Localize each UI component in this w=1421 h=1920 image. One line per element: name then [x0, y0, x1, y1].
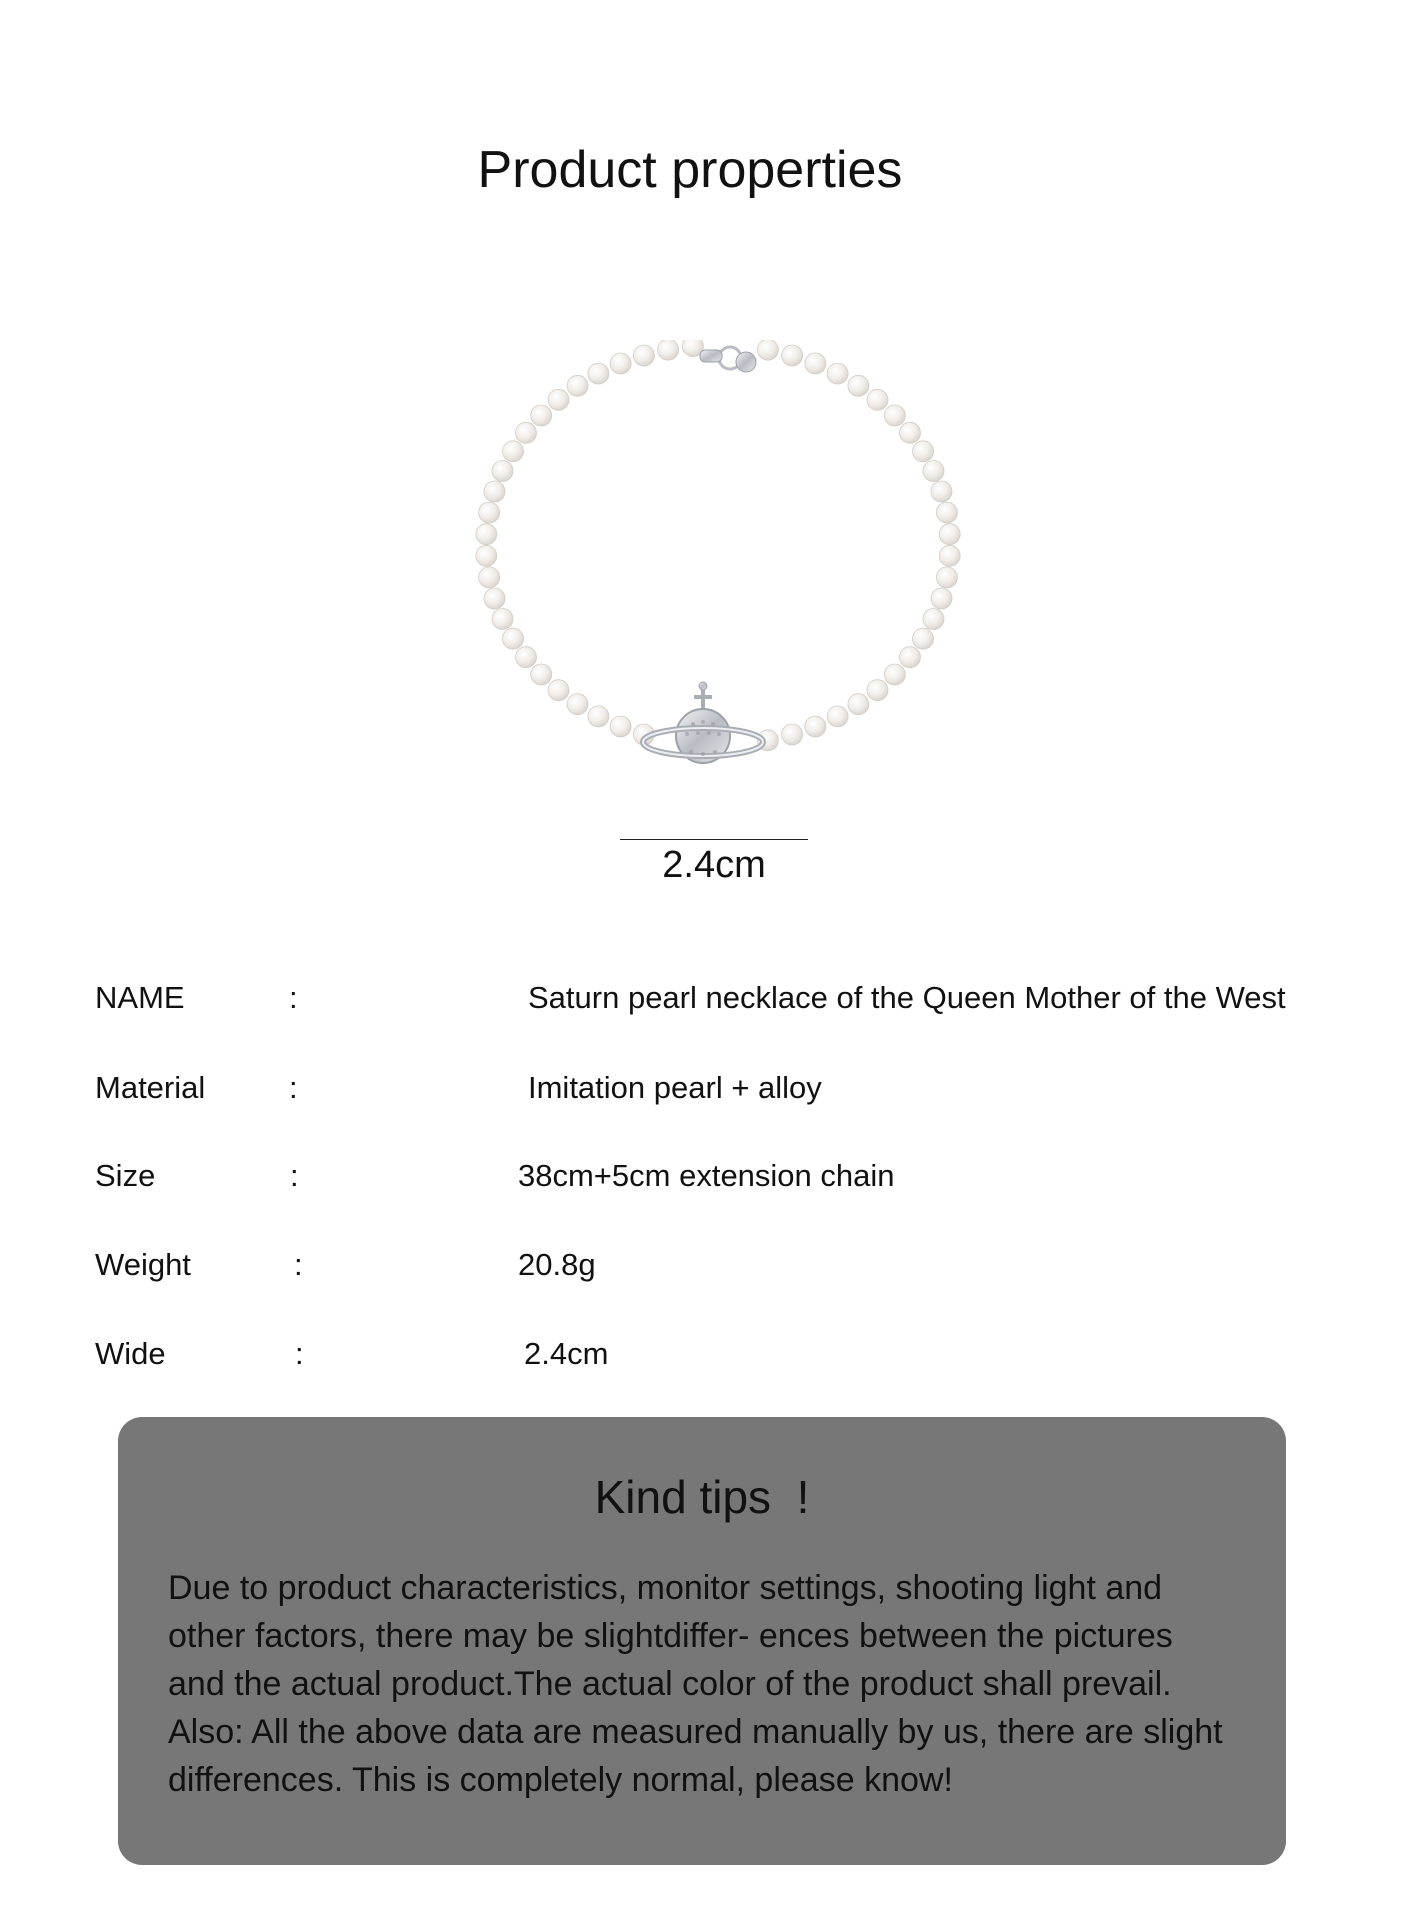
- pearl-bead-icon: [900, 647, 921, 668]
- saturn-orb-pendant-icon: [643, 682, 763, 763]
- pearl-bead-icon: [516, 647, 537, 668]
- property-row-size: [0, 1154, 1421, 1198]
- pearl-bead-icon: [848, 375, 869, 396]
- pearl-bead-icon: [923, 609, 944, 630]
- clasp-icon: [700, 347, 756, 372]
- pearl-bead-icon: [939, 524, 960, 545]
- pearl-bead-icon: [658, 340, 679, 360]
- pearl-bead-icon: [936, 567, 957, 588]
- pearl-bead-icon: [588, 363, 609, 384]
- pearl-bead-icon: [939, 545, 960, 566]
- pearl-bead-icon: [567, 694, 588, 715]
- pearl-bead-icon: [516, 422, 537, 443]
- pearl-bead-icon: [936, 502, 957, 523]
- pearl-bead-icon: [610, 353, 631, 374]
- property-separator: :: [294, 1247, 303, 1282]
- pearl-bead-icon: [531, 405, 552, 426]
- kind-tips-line: other factors, there may be slightdiffer- ences between the pictures: [168, 1617, 1173, 1655]
- pearl-bead-icon: [503, 441, 524, 462]
- pearl-bead-icon: [548, 389, 569, 410]
- pearl-bead-icon: [492, 609, 513, 630]
- property-row-name: [0, 976, 1421, 1020]
- pearl-bead-icon: [805, 716, 826, 737]
- pearl-bead-icon: [588, 706, 609, 727]
- width-measure-label: 2.4cm: [662, 844, 766, 886]
- pearl-bead-icon: [476, 545, 497, 566]
- pearl-bead-icon: [827, 706, 848, 727]
- property-key: Wide: [95, 1336, 166, 1371]
- kind-tips-line: differences. This is completely normal, please know!: [168, 1761, 953, 1799]
- property-value: 2.4cm: [524, 1336, 609, 1371]
- pearl-bead-icon: [476, 524, 497, 545]
- pearl-bead-icon: [900, 422, 921, 443]
- kind-tips-text: [168, 1564, 1248, 1804]
- property-key: Size: [95, 1158, 156, 1193]
- property-row-material: [0, 1066, 1421, 1110]
- pearl-bead-icon: [848, 694, 869, 715]
- property-value: 38cm+5cm extension chain: [518, 1158, 895, 1193]
- pearl-bead-icon: [827, 363, 848, 384]
- pearl-bead-icon: [923, 461, 944, 482]
- property-value: Imitation pearl + alloy: [528, 1070, 822, 1105]
- property-key: NAME: [95, 980, 185, 1015]
- pearl-bead-icon: [531, 664, 552, 685]
- pearl-bead-icon: [492, 461, 513, 482]
- pearl-bead-icon: [913, 441, 934, 462]
- property-separator: :: [290, 1158, 299, 1193]
- pearl-bead-icon: [931, 588, 952, 609]
- kind-tips-line: Due to product characteristics, monitor settings, shooting light and: [168, 1569, 1163, 1607]
- page-title: Product properties: [477, 141, 903, 199]
- property-row-wide: [0, 1332, 1421, 1376]
- pearl-bead-icon: [633, 345, 654, 366]
- pearl-bead-icon: [567, 375, 588, 396]
- pearl-bead-icon: [503, 628, 524, 649]
- property-value: Saturn pearl necklace of the Queen Mother of the West: [528, 980, 1286, 1015]
- property-separator: :: [295, 1336, 304, 1371]
- pearl-bead-icon: [867, 389, 888, 410]
- property-value: 20.8g: [518, 1247, 596, 1282]
- property-separator: :: [289, 980, 298, 1015]
- pearl-bead-icon: [884, 405, 905, 426]
- pearl-bead-icon: [805, 353, 826, 374]
- pearl-bead-icon: [782, 724, 803, 745]
- pearl-necklace-icon: [460, 340, 980, 810]
- kind-tips-title: Kind tips !: [594, 1471, 810, 1523]
- product-image: [460, 340, 980, 810]
- pearl-bead-icon: [884, 664, 905, 685]
- kind-tips-line: Also: All the above data are measured manually by us, there are slight: [168, 1713, 1223, 1751]
- pearl-bead-icon: [757, 340, 778, 360]
- pearl-bead-icon: [610, 716, 631, 737]
- pearl-bead-icon: [484, 588, 505, 609]
- pearl-bead-icon: [782, 345, 803, 366]
- kind-tips-box: [118, 1417, 1286, 1865]
- width-measure-line: [620, 839, 808, 840]
- pearl-bead-icon: [548, 680, 569, 701]
- property-key: Material: [95, 1070, 206, 1105]
- pearl-bead-icon: [931, 481, 952, 502]
- property-key: Weight: [95, 1247, 191, 1282]
- pearl-bead-icon: [479, 567, 500, 588]
- property-separator: :: [289, 1070, 298, 1105]
- pearl-bead-icon: [484, 481, 505, 502]
- property-row-weight: [0, 1243, 1421, 1287]
- kind-tips-line: and the actual product.The actual color of the product shall prevail.: [168, 1665, 1172, 1703]
- pearl-bead-icon: [913, 628, 934, 649]
- pearl-bead-icon: [479, 502, 500, 523]
- pearl-bead-icon: [867, 680, 888, 701]
